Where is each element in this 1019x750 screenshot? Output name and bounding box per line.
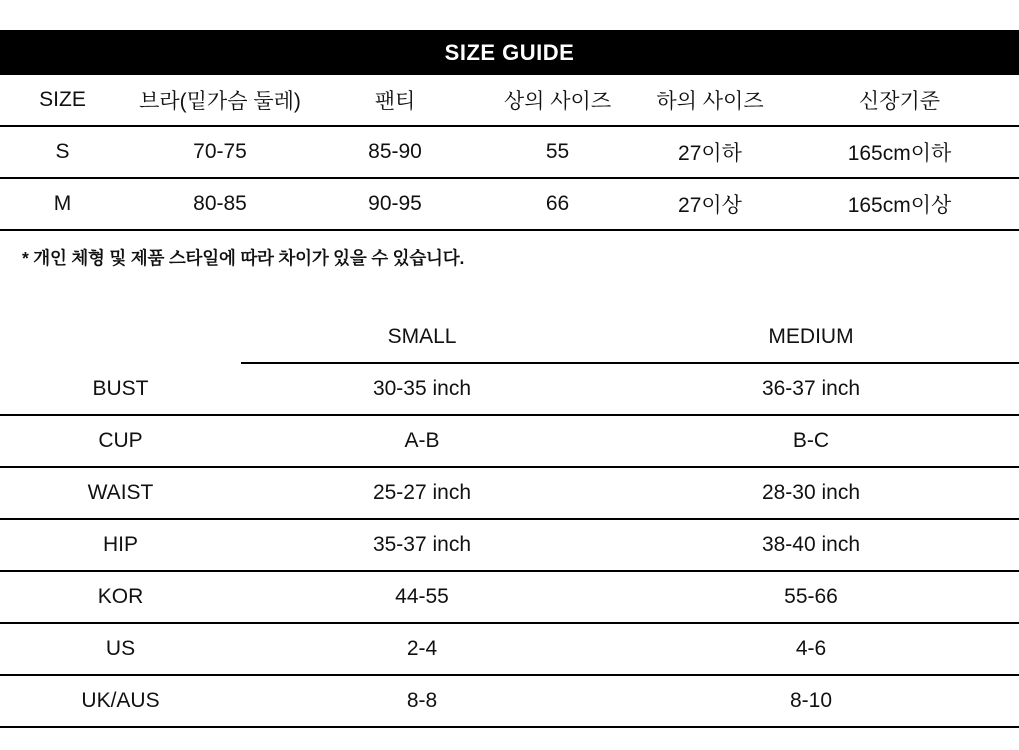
cell-medium-bust: 36-37 inch — [603, 363, 1019, 415]
cell-size-s: S — [0, 126, 125, 178]
table-header-row — [0, 312, 1019, 363]
cell-small-bust: 30-35 inch — [241, 363, 603, 415]
cell-small-cup: A-B — [241, 415, 603, 467]
cell-label-us: US — [0, 623, 241, 675]
cell-medium-waist: 28-30 inch — [603, 467, 1019, 519]
cell-label-ukaus: UK/AUS — [0, 675, 241, 727]
cell-label-hip: HIP — [0, 519, 241, 571]
table-row — [0, 571, 1019, 623]
page-title: SIZE GUIDE — [444, 39, 575, 65]
column-header-measure — [0, 312, 241, 363]
cell-label-waist: WAIST — [0, 467, 241, 519]
table-row — [0, 467, 1019, 519]
table-row — [0, 178, 1019, 230]
korean-size-table — [0, 75, 1019, 231]
cell-panty-m: 90-95 — [315, 178, 475, 230]
cell-bottom-s: 27이하 — [640, 126, 780, 178]
table-header-row — [0, 75, 1019, 126]
table-row — [0, 623, 1019, 675]
cell-medium-ukaus: 8-10 — [603, 675, 1019, 727]
column-header-small: SMALL — [241, 312, 603, 363]
cell-medium-hip: 38-40 inch — [603, 519, 1019, 571]
cell-label-bust: BUST — [0, 363, 241, 415]
cell-small-kor: 44-55 — [241, 571, 603, 623]
table-row — [0, 126, 1019, 178]
cell-medium-kor: 55-66 — [603, 571, 1019, 623]
table-row — [0, 363, 1019, 415]
column-header-medium: MEDIUM — [603, 312, 1019, 363]
cell-top-m: 66 — [475, 178, 640, 230]
column-header-bottom: 하의 사이즈 — [640, 75, 780, 126]
cell-panty-s: 85-90 — [315, 126, 475, 178]
cell-height-m: 165cm이상 — [780, 178, 1019, 230]
cell-small-waist: 25-27 inch — [241, 467, 603, 519]
table-row — [0, 519, 1019, 571]
cell-medium-us: 4-6 — [603, 623, 1019, 675]
cell-label-kor: KOR — [0, 571, 241, 623]
column-header-height: 신장기준 — [780, 75, 1019, 126]
cell-top-s: 55 — [475, 126, 640, 178]
cell-bottom-m: 27이상 — [640, 178, 780, 230]
size-guide-title-bar — [0, 30, 1019, 75]
column-header-panty: 팬티 — [315, 75, 475, 126]
column-header-top: 상의 사이즈 — [475, 75, 640, 126]
cell-height-s: 165cm이하 — [780, 126, 1019, 178]
cell-small-hip: 35-37 inch — [241, 519, 603, 571]
size-note: * 개인 체형 및 제품 스타일에 따라 차이가 있을 수 있습니다. — [22, 248, 465, 268]
table-row — [0, 415, 1019, 467]
cell-label-cup: CUP — [0, 415, 241, 467]
cell-medium-cup: B-C — [603, 415, 1019, 467]
measurement-table — [0, 312, 1019, 728]
cell-small-us: 2-4 — [241, 623, 603, 675]
cell-bra-m: 80-85 — [125, 178, 315, 230]
cell-bra-s: 70-75 — [125, 126, 315, 178]
table-row — [0, 675, 1019, 727]
column-header-bra: 브라(밑가슴 둘레) — [125, 75, 315, 126]
column-header-size: SIZE — [0, 75, 125, 126]
cell-size-m: M — [0, 178, 125, 230]
cell-small-ukaus: 8-8 — [241, 675, 603, 727]
